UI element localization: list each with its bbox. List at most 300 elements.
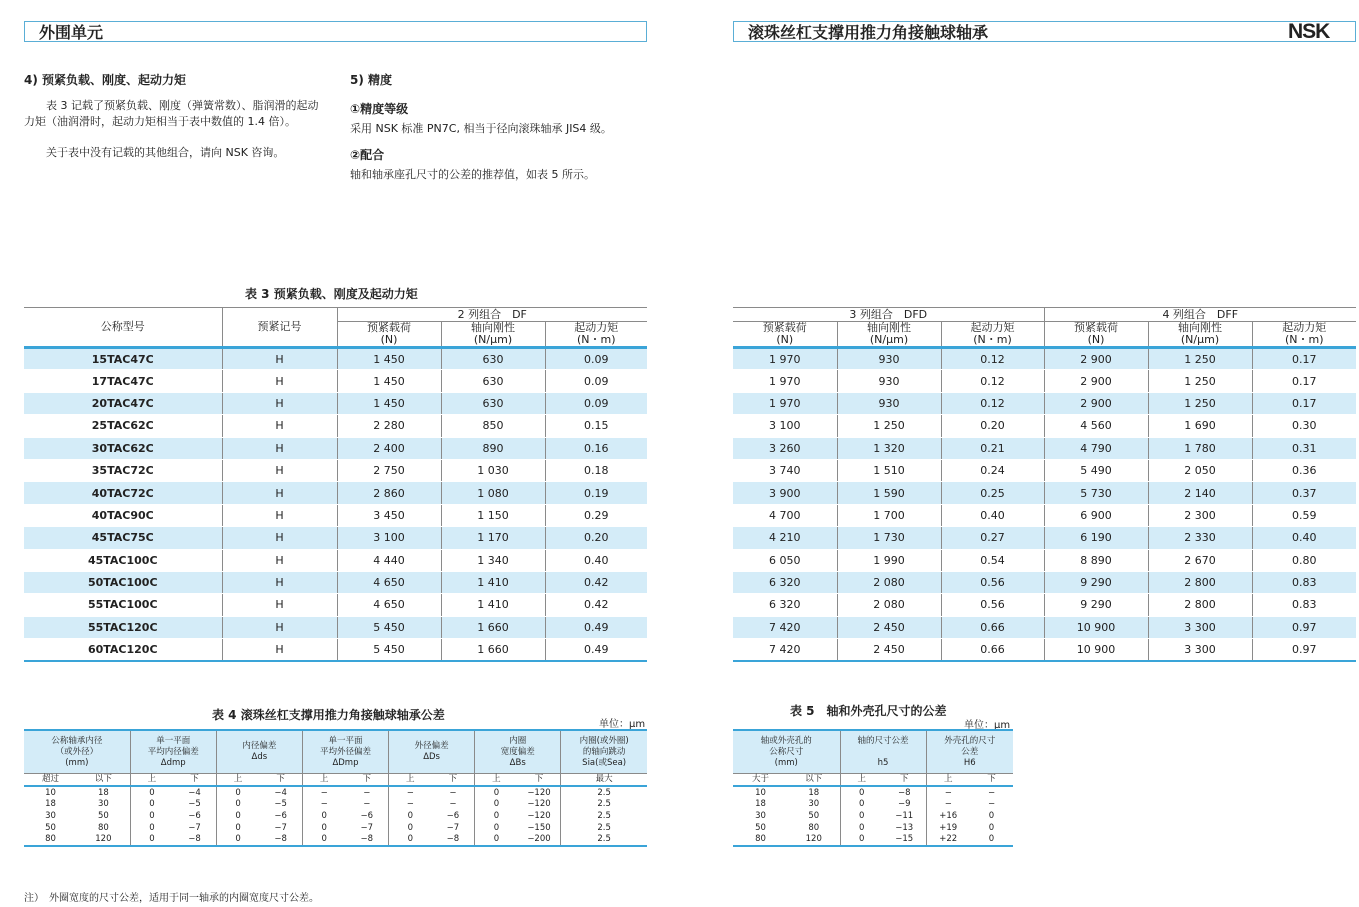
value-cell: 2 450	[837, 639, 941, 661]
value-cell: 2 140	[1148, 482, 1252, 504]
value-cell: 8 890	[1044, 549, 1148, 571]
value-cell: 2 900	[1044, 392, 1148, 414]
value-cell: H	[222, 415, 337, 437]
sec4-para1: 表 3 记载了预紧负载、刚度（弹簧常数）、脂润滑的起动力矩（油润滑时，起动力矩相当于表中数值的 1.4 倍）。	[24, 99, 319, 128]
value-cell: 1 690	[1148, 415, 1252, 437]
model-cell: 35TAC72C	[24, 459, 222, 481]
value-cell: 1 250	[1148, 370, 1252, 392]
value-cell: 5 450	[337, 616, 441, 638]
table-row	[24, 594, 647, 616]
value-cell: 0	[840, 833, 883, 846]
value-cell: −8	[259, 833, 302, 846]
table-row	[733, 527, 1356, 549]
value-cell: 1 510	[837, 459, 941, 481]
value-cell: 3 300	[1148, 616, 1252, 638]
value-cell: 1 450	[337, 348, 441, 370]
value-cell: 5 490	[1044, 459, 1148, 481]
value-cell: 30	[755, 810, 766, 821]
value-cell: 0	[859, 787, 865, 798]
value-cell: −6	[173, 810, 216, 822]
table-row	[24, 571, 647, 593]
value-cell: 80	[24, 833, 77, 846]
value-cell: 1 970	[733, 392, 837, 414]
value-cell: 0.17	[1252, 392, 1356, 414]
model-cell: 15TAC47C	[24, 348, 222, 370]
value-cell: 18	[755, 799, 766, 810]
value-cell: 0.25	[941, 482, 1044, 504]
value-cell: 0.49	[545, 639, 647, 661]
value-cell: 0.17	[1252, 348, 1356, 370]
table-row	[733, 549, 1356, 571]
table-row	[733, 616, 1356, 638]
value-cell: 0	[149, 822, 155, 833]
value-cell: 10	[755, 787, 766, 798]
header-model: 公称型号	[24, 308, 222, 348]
value-cell: 30	[788, 799, 840, 811]
sec5-title: 5) 精度	[350, 73, 393, 87]
value-cell: 18	[45, 799, 56, 810]
table-row	[733, 459, 1356, 481]
value-cell: −8	[883, 786, 926, 799]
model-cell: 30TAC62C	[24, 437, 222, 459]
value-cell: 0.56	[941, 594, 1044, 616]
value-cell: 850	[441, 415, 545, 437]
table-row	[24, 616, 647, 638]
value-cell: 2 400	[337, 437, 441, 459]
subheader-cell: 大于	[733, 774, 788, 787]
value-cell: 4 650	[337, 571, 441, 593]
model-cell: 45TAC100C	[24, 549, 222, 571]
value-cell: 0	[149, 810, 155, 821]
model-cell: 50TAC100C	[24, 571, 222, 593]
table-row	[733, 370, 1356, 392]
table-row	[24, 370, 647, 392]
value-cell: 0.15	[545, 415, 647, 437]
table3-right	[733, 307, 1356, 662]
value-cell: 1 250	[1148, 392, 1252, 414]
header-cell: 公称轴承内径 （或外径） (mm)	[24, 731, 130, 774]
value-cell: H	[222, 437, 337, 459]
value-cell: 0.09	[545, 392, 647, 414]
left-header-title: 外围单元	[39, 23, 104, 42]
subheader-cell: 最大	[561, 774, 647, 787]
value-cell: 7 420	[733, 639, 837, 661]
table4	[24, 729, 647, 847]
header-df-sub: 起动力矩 (N・m)	[545, 322, 647, 348]
value-cell: 2 860	[337, 482, 441, 504]
value-cell: 120	[77, 833, 130, 846]
subheader-cell: 下	[883, 774, 926, 787]
value-cell: −7	[173, 822, 216, 834]
value-cell: 930	[837, 392, 941, 414]
subheader-cell: 下	[970, 774, 1013, 787]
sec5-subtitle-fit: ②配合	[350, 148, 385, 162]
value-cell: −8	[173, 833, 216, 846]
value-cell: 0.27	[941, 527, 1044, 549]
value-cell: 5 450	[337, 639, 441, 661]
value-cell: 0	[493, 822, 500, 833]
value-cell: 0	[235, 822, 241, 833]
value-cell: −	[944, 799, 952, 810]
value-cell: 1 730	[837, 527, 941, 549]
value-cell: 6 900	[1044, 504, 1148, 526]
subheader-cell: 下	[345, 774, 388, 787]
value-cell: 3 900	[733, 482, 837, 504]
value-cell: 80	[733, 833, 788, 846]
value-cell: 6 320	[733, 571, 837, 593]
value-cell: 2 900	[1044, 370, 1148, 392]
model-cell: 55TAC100C	[24, 594, 222, 616]
value-cell: H	[222, 594, 337, 616]
table-row	[24, 822, 647, 834]
header-group-dff: 4 列组合 DFF	[1044, 308, 1356, 322]
value-cell: +22	[926, 833, 970, 846]
value-cell: 2 450	[837, 616, 941, 638]
value-cell: 2.5	[597, 810, 611, 821]
table-row	[733, 833, 1013, 846]
value-cell: 50	[788, 810, 840, 822]
value-cell: −7	[259, 822, 302, 834]
table-row	[24, 392, 647, 414]
table-row	[733, 437, 1356, 459]
model-cell: 40TAC90C	[24, 504, 222, 526]
value-cell: 0	[988, 810, 995, 821]
value-cell: 2 300	[1148, 504, 1252, 526]
subheader-cell: 以下	[77, 774, 130, 787]
value-cell: 0.66	[941, 616, 1044, 638]
value-cell: 0	[149, 787, 155, 798]
value-cell: 630	[441, 370, 545, 392]
value-cell: 0	[389, 833, 432, 846]
value-cell: 50	[45, 822, 56, 833]
table5-title: 表 5 轴和外壳孔尺寸的公差	[790, 704, 947, 718]
value-cell: −5	[173, 799, 216, 811]
value-cell: 0.83	[1252, 594, 1356, 616]
sec5-para1: 采用 NSK 标准 PN7C, 相当于径向滚珠轴承 JIS4 级。	[350, 122, 612, 135]
value-cell: 0.40	[941, 504, 1044, 526]
subheader-cell: 上	[302, 774, 345, 787]
table-row	[733, 392, 1356, 414]
model-cell: 55TAC120C	[24, 616, 222, 638]
value-cell: 1 450	[337, 370, 441, 392]
value-cell: 3 260	[733, 437, 837, 459]
value-cell: 0.17	[1252, 370, 1356, 392]
value-cell: 2 750	[337, 459, 441, 481]
value-cell: 6 050	[733, 549, 837, 571]
value-cell: 0.37	[1252, 482, 1356, 504]
value-cell: 1 080	[441, 482, 545, 504]
value-cell: 0.30	[1252, 415, 1356, 437]
value-cell: 1 970	[733, 370, 837, 392]
value-cell: H	[222, 527, 337, 549]
table-row	[733, 786, 1013, 799]
value-cell: 1 150	[441, 504, 545, 526]
table-row	[733, 594, 1356, 616]
table5	[733, 729, 1013, 847]
value-cell: 0.18	[545, 459, 647, 481]
header-cell: 单一平面 平均内径偏差 Δdmp	[130, 731, 216, 774]
value-cell: 0.24	[941, 459, 1044, 481]
value-cell: 0	[859, 799, 865, 810]
model-cell: 17TAC47C	[24, 370, 222, 392]
subheader-cell: 上	[216, 774, 259, 787]
value-cell: 120	[788, 833, 840, 846]
value-cell: 2 280	[337, 415, 441, 437]
value-cell: −6	[345, 810, 388, 822]
table3-left	[24, 307, 647, 662]
value-cell: 1 780	[1148, 437, 1252, 459]
value-cell: 2.5	[561, 833, 647, 846]
value-cell: 1 990	[837, 549, 941, 571]
value-cell: 0	[970, 833, 1013, 846]
value-cell: 0	[149, 799, 155, 810]
value-cell: 30	[77, 799, 130, 811]
value-cell: 0.12	[941, 348, 1044, 370]
left-header-box	[24, 21, 647, 42]
value-cell: 2 900	[1044, 348, 1148, 370]
value-cell: −	[406, 787, 414, 798]
value-cell: 2 050	[1148, 459, 1252, 481]
value-cell: 0.66	[941, 639, 1044, 661]
sec4-title: 4) 预紧负载、刚度、起动力矩	[24, 73, 187, 87]
subheader-cell: 下	[432, 774, 475, 787]
value-cell: H	[222, 616, 337, 638]
value-cell: 0	[407, 822, 414, 833]
value-cell: 0.80	[1252, 549, 1356, 571]
value-cell: H	[222, 482, 337, 504]
value-cell: 4 700	[733, 504, 837, 526]
value-cell: 4 790	[1044, 437, 1148, 459]
value-cell: 10 900	[1044, 639, 1148, 661]
value-cell: H	[222, 459, 337, 481]
header-dfd-sub: 起动力矩 (N・m)	[941, 322, 1044, 348]
value-cell: −5	[259, 799, 302, 811]
value-cell: 630	[441, 392, 545, 414]
value-cell: 5 730	[1044, 482, 1148, 504]
subheader-cell: 超过	[24, 774, 77, 787]
table-row	[24, 810, 647, 822]
value-cell: −200	[518, 833, 561, 846]
value-cell: 1 970	[733, 348, 837, 370]
value-cell: 3 300	[1148, 639, 1252, 661]
value-cell: −120	[518, 799, 561, 811]
value-cell: 80	[788, 822, 840, 834]
value-cell: −6	[432, 810, 475, 822]
table-row	[733, 639, 1356, 661]
value-cell: 9 290	[1044, 571, 1148, 593]
value-cell: 2 330	[1148, 527, 1252, 549]
subheader-cell: 上	[926, 774, 970, 787]
value-cell: −	[432, 799, 475, 811]
right-header-box	[733, 21, 1356, 42]
nsk-logo: NSK	[1288, 20, 1330, 43]
value-cell: 0.21	[941, 437, 1044, 459]
table4-unit: 单位：μm	[599, 719, 646, 730]
value-cell: 10 900	[1044, 616, 1148, 638]
value-cell: 2 800	[1148, 571, 1252, 593]
model-cell: 20TAC47C	[24, 392, 222, 414]
value-cell: −6	[259, 810, 302, 822]
value-cell: −120	[518, 810, 561, 822]
header-cell: 内径偏差 Δds	[216, 731, 302, 774]
subheader-cell: 下	[173, 774, 216, 787]
value-cell: 50	[77, 810, 130, 822]
value-cell: 0	[235, 787, 241, 798]
value-cell: 4 560	[1044, 415, 1148, 437]
sec5-para2: 轴和轴承座孔尺寸的公差的推荐值，如表 5 所示。	[350, 168, 595, 181]
value-cell: 0	[475, 833, 518, 846]
table3-title: 表 3 预紧负载、刚度及起动力矩	[245, 287, 418, 301]
value-cell: 0	[130, 833, 173, 846]
table-row	[733, 482, 1356, 504]
value-cell: 0.54	[941, 549, 1044, 571]
value-cell: 0	[493, 810, 500, 821]
header-cell: 内圈(或外圈) 的轴向跳动 Sia(或Sea)	[561, 731, 647, 774]
header-group-df: 2 列组合 DF	[337, 308, 647, 322]
subheader-cell: 上	[130, 774, 173, 787]
value-cell: 4 210	[733, 527, 837, 549]
value-cell: −	[345, 799, 388, 811]
header-preload-code: 预紧记号	[222, 308, 337, 348]
table-row	[24, 482, 647, 504]
value-cell: 1 250	[837, 415, 941, 437]
header-cell: 内圈 宽度偏差 ΔBs	[475, 731, 561, 774]
value-cell: 0.19	[545, 482, 647, 504]
subheader-cell: 上	[475, 774, 518, 787]
model-cell: 45TAC75C	[24, 527, 222, 549]
value-cell: 630	[441, 348, 545, 370]
value-cell: 1 030	[441, 459, 545, 481]
table4-title: 表 4 滚珠丝杠支撑用推力角接触球轴承公差	[212, 708, 445, 722]
table-row	[24, 639, 647, 661]
value-cell: H	[222, 348, 337, 370]
value-cell: 0.09	[545, 370, 647, 392]
value-cell: 4 650	[337, 594, 441, 616]
table-row	[24, 527, 647, 549]
value-cell: 7 420	[733, 616, 837, 638]
value-cell: −8	[432, 833, 475, 846]
table-row	[733, 810, 1013, 822]
value-cell: H	[222, 639, 337, 661]
value-cell: 2.5	[597, 799, 611, 810]
value-cell: 0	[216, 833, 259, 846]
table-row	[24, 549, 647, 571]
value-cell: 30	[45, 810, 56, 821]
table-row	[24, 799, 647, 811]
value-cell: 1 410	[441, 571, 545, 593]
value-cell: 1 340	[441, 549, 545, 571]
table-row	[733, 415, 1356, 437]
value-cell: 1 700	[837, 504, 941, 526]
value-cell: 3 450	[337, 504, 441, 526]
value-cell: 1 450	[337, 392, 441, 414]
value-cell: −4	[173, 786, 216, 799]
table-row	[733, 348, 1356, 370]
value-cell: 50	[755, 822, 766, 833]
value-cell: 1 250	[1148, 348, 1252, 370]
value-cell: 18	[77, 786, 130, 799]
value-cell: 4 440	[337, 549, 441, 571]
value-cell: 0.83	[1252, 571, 1356, 593]
value-cell: 80	[77, 822, 130, 834]
value-cell: 2.5	[597, 822, 611, 833]
header-cell: 外径偏差 ΔDs	[389, 731, 475, 774]
value-cell: 1 590	[837, 482, 941, 504]
value-cell: 0.97	[1252, 616, 1356, 638]
subheader-cell: 下	[259, 774, 302, 787]
value-cell: −	[320, 799, 328, 810]
value-cell: 9 290	[1044, 594, 1148, 616]
value-cell: −	[987, 787, 996, 798]
value-cell: 0	[493, 787, 500, 798]
value-cell: −	[320, 787, 328, 798]
value-cell: 3 100	[733, 415, 837, 437]
sec5-subtitle-grade: ①精度等级	[350, 102, 409, 116]
value-cell: 0	[235, 799, 241, 810]
header-cell: 单一平面 平均外径偏差 ΔDmp	[302, 731, 388, 774]
value-cell: −9	[883, 799, 926, 811]
value-cell: 0.29	[545, 504, 647, 526]
value-cell: 0	[321, 810, 327, 821]
value-cell: 0.20	[941, 415, 1044, 437]
value-cell: 0.40	[1252, 527, 1356, 549]
header-dfd-sub: 轴向刚性 (N/μm)	[837, 322, 941, 348]
value-cell: −	[345, 786, 388, 799]
value-cell: 0	[302, 833, 345, 846]
value-cell: 0.09	[545, 348, 647, 370]
value-cell: −8	[345, 833, 388, 846]
table-row	[733, 504, 1356, 526]
value-cell: 0.36	[1252, 459, 1356, 481]
value-cell: H	[222, 504, 337, 526]
value-cell: 0.16	[545, 437, 647, 459]
value-cell: −	[432, 786, 475, 799]
table-row	[24, 459, 647, 481]
model-cell: 40TAC72C	[24, 482, 222, 504]
value-cell: 1 660	[441, 616, 545, 638]
value-cell: 0.12	[941, 370, 1044, 392]
table-row	[24, 348, 647, 370]
value-cell: 0	[859, 810, 865, 821]
value-cell: −	[406, 799, 414, 810]
header-cell: 外壳孔的尺寸 公差 H6	[926, 731, 1013, 774]
value-cell: 0.40	[545, 549, 647, 571]
value-cell: −13	[883, 822, 926, 834]
value-cell: +19	[939, 822, 958, 833]
value-cell: 890	[441, 437, 545, 459]
model-cell: 25TAC62C	[24, 415, 222, 437]
value-cell: −120	[518, 786, 561, 799]
header-dfd-sub: 预紧载荷 (N)	[733, 322, 837, 348]
value-cell: 930	[837, 370, 941, 392]
value-cell: 0.42	[545, 571, 647, 593]
value-cell: 10	[45, 787, 56, 798]
value-cell: 930	[837, 348, 941, 370]
value-cell: 0.42	[545, 594, 647, 616]
value-cell: +16	[939, 810, 958, 821]
value-cell: 0.97	[1252, 639, 1356, 661]
value-cell: 1 660	[441, 639, 545, 661]
header-dff-sub: 轴向刚性 (N/μm)	[1148, 322, 1252, 348]
value-cell: −11	[883, 810, 926, 822]
value-cell: 0	[988, 822, 995, 833]
value-cell: H	[222, 392, 337, 414]
header-group-dfd: 3 列组合 DFD	[733, 308, 1044, 322]
value-cell: 1 410	[441, 594, 545, 616]
value-cell: 6 320	[733, 594, 837, 616]
value-cell: 1 170	[441, 527, 545, 549]
value-cell: 0	[859, 822, 865, 833]
